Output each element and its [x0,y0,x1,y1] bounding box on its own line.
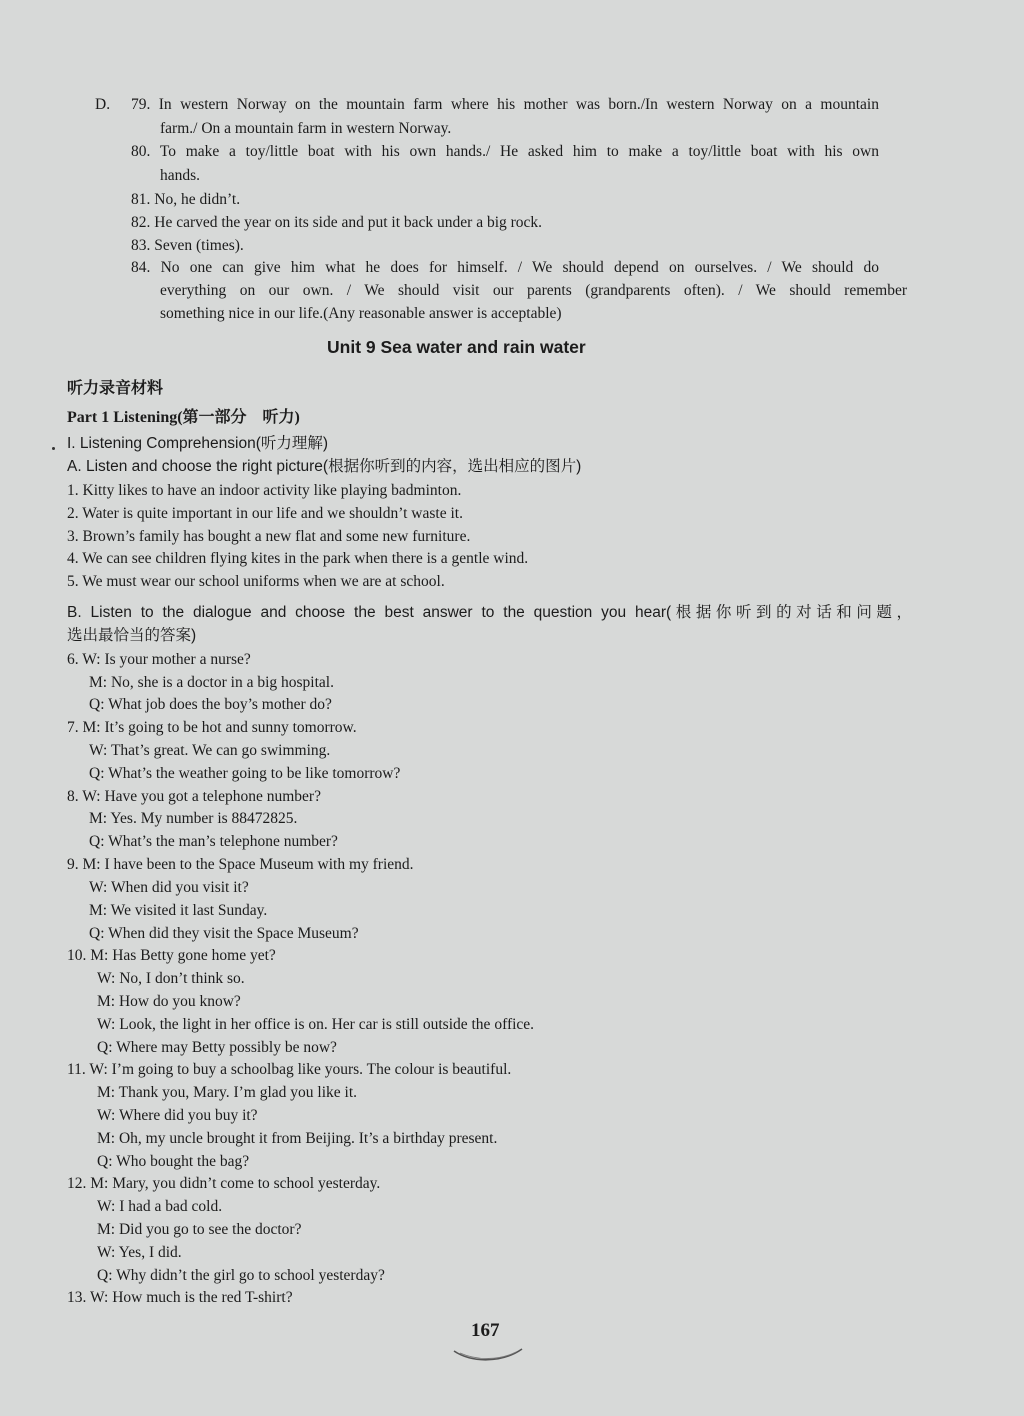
dialogue-line: M: Thank you, Mary. I’m glad you like it. [97,1084,358,1101]
dialogue-line: W: That’s great. We can go swimming. [89,742,331,759]
answer-line: 82. He carved the year on its side and put it back under a big rock. [131,214,543,231]
answer-line: farm./ On a mountain farm in western Norway. [160,120,452,137]
unit-title: Unit 9 Sea water and rain water [327,337,586,357]
listening-item: 2. Water is quite important in our life and we shouldn’t waste it. [67,505,463,522]
answer-line: everything on our own. / We should visit our parents (grandparents often). / We should remember [160,282,907,299]
dialogue-line: M: Did you go to see the doctor? [97,1221,302,1238]
dialogue-line: Q: What’s the weather going to be like tomorrow? [89,765,401,782]
dialogue-line: 9. M: I have been to the Space Museum with my friend. [67,856,414,873]
section-b-heading: B. Listen to the dialogue and choose the best answer to the question you hear(根据你听到的对话和问题， [67,604,912,621]
dialogue-line: 10. M: Has Betty gone home yet? [67,947,276,964]
dialogue-line: Q: Where may Betty possibly be now? [97,1039,337,1056]
listening-item: 1. Kitty likes to have an indoor activity like playing badminton. [67,482,462,499]
part1-title: Part 1 Listening(第一部分 听力) [67,409,300,426]
answer-line: 81. No, he didn’t. [131,191,241,208]
section-a-heading: A. Listen and choose the right picture(根据你听到的内容，选出相应的图片) [67,458,582,475]
dialogue-line: W: Where did you buy it? [97,1107,258,1124]
listening-item: 4. We can see children flying kites in the park when there is a gentle wind. [67,550,529,567]
listening-item: 5. We must wear our school uniforms when we are at school. [67,573,445,590]
answer-line: 79. In western Norway on the mountain farm where his mother was born./In western Norway on a mountain [131,96,879,113]
dialogue-line: M: No, she is a doctor in a big hospital. [89,674,334,691]
dialogue-line: Q: What job does the boy’s mother do? [89,696,332,713]
dialogue-line: 11. W: I’m going to buy a schoolbag like yours. The colour is beautiful. [67,1061,512,1078]
dialogue-line: W: When did you visit it? [89,879,249,896]
dialogue-line: Q: Who bought the bag? [97,1153,250,1170]
dialogue-line: 13. W: How much is the red T-shirt? [67,1289,293,1306]
page-ornament [452,1347,524,1365]
dialogue-line: Q: Why didn’t the girl go to school yesterday? [97,1267,385,1284]
dialogue-line: M: How do you know? [97,993,241,1010]
dialogue-line: Q: When did they visit the Space Museum? [89,925,359,942]
dialogue-line: 8. W: Have you got a telephone number? [67,788,321,805]
answer-line: 80. To make a toy/little boat with his own hands./ He asked him to make a toy/little boat with his own [131,143,879,160]
dialogue-line: W: Yes, I did. [97,1244,182,1261]
page-number: 167 [471,1320,500,1341]
answer-line: hands. [160,167,201,184]
dialogue-line: W: No, I don’t think so. [97,970,245,987]
dialogue-line: 6. W: Is your mother a nurse? [67,651,251,668]
dialogue-line: 12. M: Mary, you didn’t come to school yesterday. [67,1175,381,1192]
section-title: 听力录音材料 [67,380,164,397]
dialogue-line: M: We visited it last Sunday. [89,902,268,919]
answer-line: something nice in our life.(Any reasonable answer is acceptable) [160,305,562,322]
dialogue-line: M: Yes. My number is 88472825. [89,810,298,827]
dialogue-line: M: Oh, my uncle brought it from Beijing. It’s a birthday present. [97,1130,498,1147]
bullet-mark [52,447,55,450]
dialogue-line: W: Look, the light in her office is on. Her car is still outside the office. [97,1016,535,1033]
listening-item: 3. Brown’s family has bought a new flat and some new furniture. [67,528,471,545]
section-b-heading-cont: 选出最恰当的答案) [67,627,197,644]
dialogue-line: Q: What’s the man’s telephone number? [89,833,338,850]
listening-comprehension-heading: I. Listening Comprehension(听力理解) [67,435,329,452]
dialogue-line: 7. M: It’s going to be hot and sunny tomorrow. [67,719,357,736]
answer-line: 83. Seven (times). [131,237,244,254]
answer-line: 84. No one can give him what he does for himself. / We should depend on ourselves. / We should do [131,259,879,276]
part-d-label: D. [95,96,111,113]
dialogue-line: W: I had a bad cold. [97,1198,223,1215]
